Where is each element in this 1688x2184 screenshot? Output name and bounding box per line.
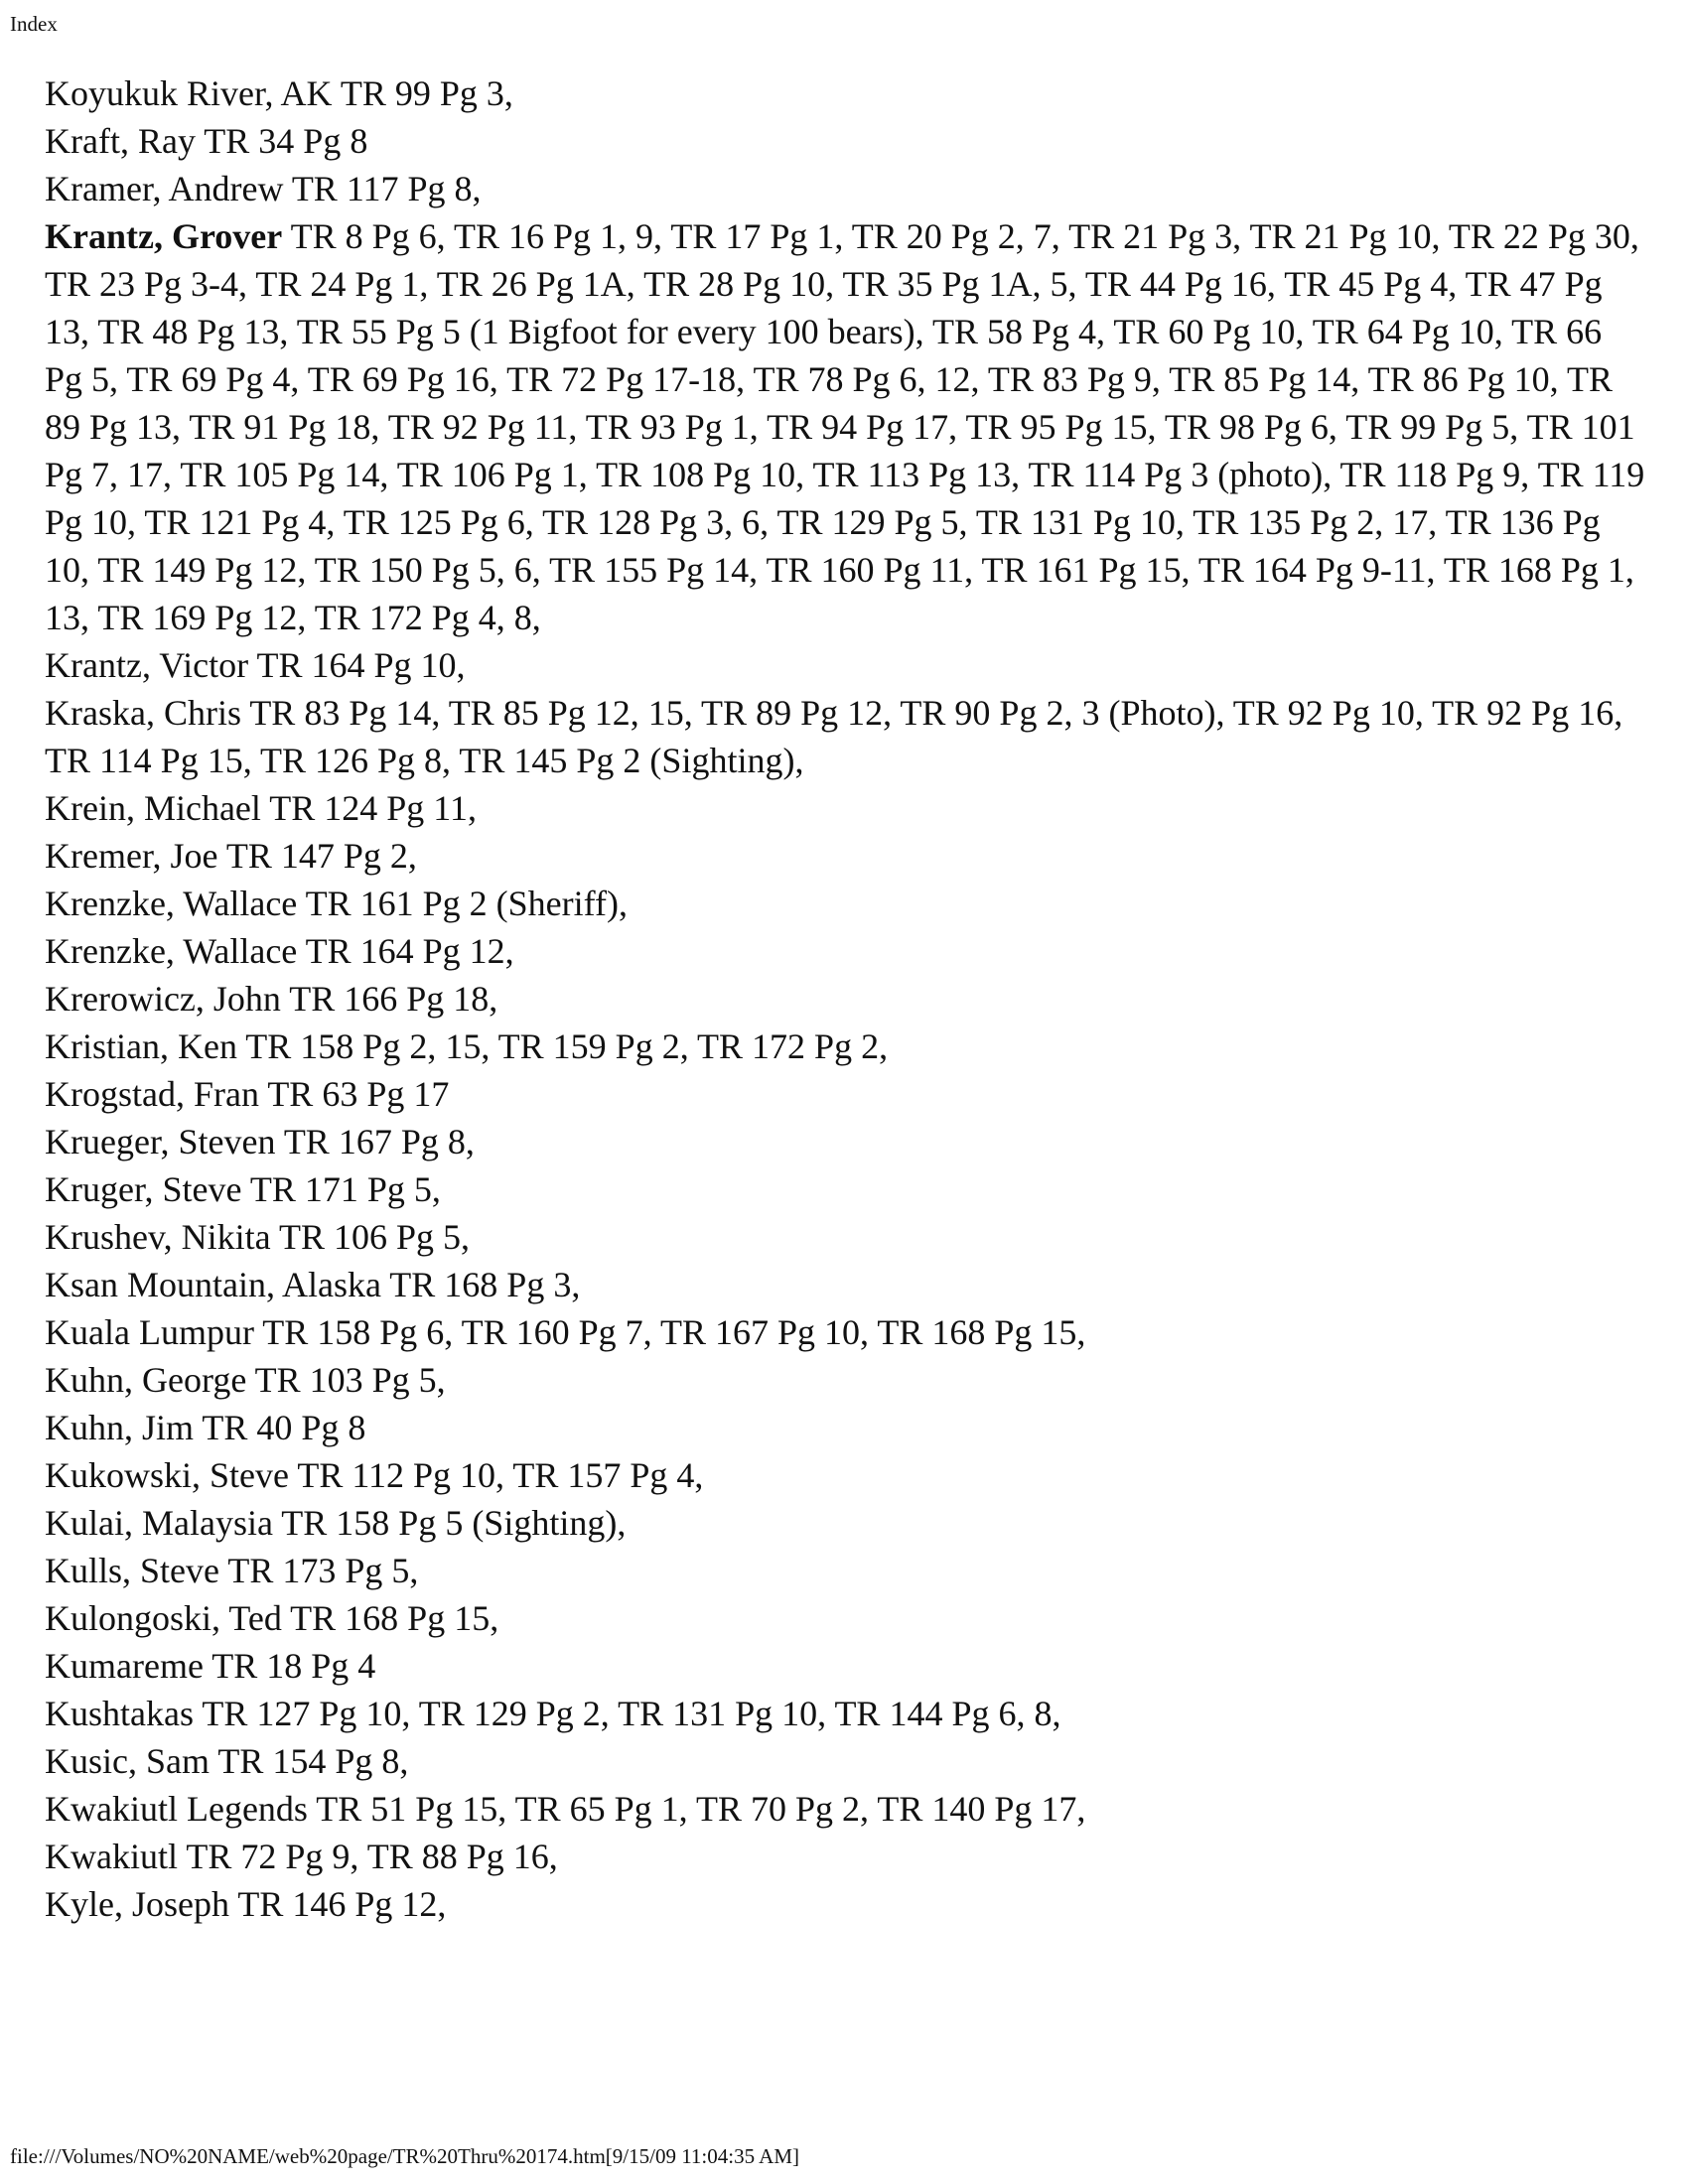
entry-text: Krushev, Nikita TR 106 Pg 5,	[45, 1217, 470, 1257]
index-entry	[45, 641, 1648, 689]
entry-text: TR 8 Pg 6, TR 16 Pg 1, 9, TR 17 Pg 1, TR 20 Pg 2, 7, TR 21 Pg 3, TR 21 Pg 10, TR 22 Pg 30, TR 23 Pg 3-4, TR 24 Pg 1, TR 26 Pg 1A, TR 28 Pg 10, TR 35 Pg 1A, 5, TR 44 Pg 16, TR 45 Pg 4, TR 47 Pg 13, TR 48 Pg 13, TR 55 Pg 5 (1 Bigfoot for every 100 bears), TR 58 Pg 4, TR 60 Pg 10, TR 64 Pg 10, TR 66 Pg 5, TR 69 Pg 4, TR 69 Pg 16, TR 72 Pg 17-18, TR 78 Pg 6, 12, TR 83 Pg 9, TR 85 Pg 14, TR 86 Pg 10, TR 89 Pg 13, TR 91 Pg 18, TR 92 Pg 11, TR 93 Pg 1, TR 94 Pg 17, TR 95 Pg 15, TR 98 Pg 6, TR 99 Pg 5, TR 101 Pg 7, 17, TR 105 Pg 14, TR 106 Pg 1, TR 108 Pg 10, TR 113 Pg 13, TR 114 Pg 3 (photo), TR 118 Pg 9, TR 119 Pg 10, TR 121 Pg 4, TR 125 Pg 6, TR 128 Pg 3, 6, TR 129 Pg 5, TR 131 Pg 10, TR 135 Pg 2, 17, TR 136 Pg 10, TR 149 Pg 12, TR 150 Pg 5, 6, TR 155 Pg 14, TR 160 Pg 11, TR 161 Pg 15, TR 164 Pg 9-11, TR 168 Pg 1, 13, TR 169 Pg 12, TR 172 Pg 4, 8,	[45, 216, 1645, 637]
index-entry	[45, 1547, 1648, 1594]
index-entry	[45, 1404, 1648, 1451]
entry-text: Kuala Lumpur TR 158 Pg 6, TR 160 Pg 7, TR 167 Pg 10, TR 168 Pg 15,	[45, 1312, 1086, 1352]
index-entry	[45, 1451, 1648, 1499]
index-list	[45, 69, 1648, 1928]
entry-text: Krantz, Victor TR 164 Pg 10,	[45, 645, 466, 685]
index-entry	[45, 1165, 1648, 1213]
index-entry	[45, 1023, 1648, 1070]
entry-text: Koyukuk River, AK TR 99 Pg 3,	[45, 73, 513, 113]
entry-text: Kwakiutl Legends TR 51 Pg 15, TR 65 Pg 1, TR 70 Pg 2, TR 140 Pg 17,	[45, 1789, 1086, 1829]
entry-text: Krein, Michael TR 124 Pg 11,	[45, 788, 477, 828]
index-entry	[45, 1594, 1648, 1642]
entry-text: Kramer, Andrew TR 117 Pg 8,	[45, 169, 482, 208]
entry-text: Krenzke, Wallace TR 164 Pg 12,	[45, 931, 514, 971]
entry-text: Krerowicz, John TR 166 Pg 18,	[45, 979, 498, 1019]
index-entry	[45, 1308, 1648, 1356]
index-entry	[45, 880, 1648, 927]
index-entry	[45, 212, 1648, 641]
index-entry	[45, 1785, 1648, 1833]
entry-text: Kyle, Joseph TR 146 Pg 12,	[45, 1884, 447, 1924]
entry-name: Krantz, Grover	[45, 216, 283, 256]
index-entry	[45, 1118, 1648, 1165]
entry-text: Kushtakas TR 127 Pg 10, TR 129 Pg 2, TR 131 Pg 10, TR 144 Pg 6, 8,	[45, 1694, 1061, 1733]
index-entry	[45, 1356, 1648, 1404]
entry-text: Kulls, Steve TR 173 Pg 5,	[45, 1551, 419, 1590]
index-entry	[45, 1737, 1648, 1785]
entry-text: Krueger, Steven TR 167 Pg 8,	[45, 1122, 475, 1161]
page-footer-url: file:///Volumes/NO%20NAME/web%20page/TR%20Thru%20174.htm[9/15/09 11:04:35 AM]	[10, 2144, 800, 2168]
entry-text: Kukowski, Steve TR 112 Pg 10, TR 157 Pg 4,	[45, 1455, 704, 1495]
index-entry	[45, 927, 1648, 975]
index-entry	[45, 1642, 1648, 1690]
index-entry	[45, 117, 1648, 165]
entry-text: Krenzke, Wallace TR 161 Pg 2 (Sheriff),	[45, 884, 628, 923]
index-entry	[45, 1261, 1648, 1308]
index-entry	[45, 165, 1648, 212]
index-entry	[45, 975, 1648, 1023]
entry-text: Kraft, Ray TR 34 Pg 8	[45, 121, 368, 161]
entry-text: Kristian, Ken TR 158 Pg 2, 15, TR 159 Pg 2, TR 172 Pg 2,	[45, 1026, 889, 1066]
index-entry	[45, 784, 1648, 832]
entry-text: Kumareme TR 18 Pg 4	[45, 1646, 376, 1686]
index-entry	[45, 1213, 1648, 1261]
entry-text: Kuhn, George TR 103 Pg 5,	[45, 1360, 446, 1400]
entry-text: Kremer, Joe TR 147 Pg 2,	[45, 836, 417, 876]
index-entry	[45, 832, 1648, 880]
entry-text: Ksan Mountain, Alaska TR 168 Pg 3,	[45, 1265, 581, 1304]
entry-text: Kuhn, Jim TR 40 Pg 8	[45, 1408, 366, 1447]
entry-text: Kulai, Malaysia TR 158 Pg 5 (Sighting),	[45, 1503, 627, 1543]
entry-text: Kraska, Chris TR 83 Pg 14, TR 85 Pg 12, 15, TR 89 Pg 12, TR 90 Pg 2, 3 (Photo), TR 92 Pg 10, TR 92 Pg 16, TR 114 Pg 15, TR 126 Pg 8, TR 145 Pg 2 (Sighting),	[45, 693, 1623, 780]
index-entry	[45, 69, 1648, 117]
entry-text: Kruger, Steve TR 171 Pg 5,	[45, 1169, 441, 1209]
index-entry	[45, 689, 1648, 784]
entry-text: Kulongoski, Ted TR 168 Pg 15,	[45, 1598, 499, 1638]
index-entry	[45, 1690, 1648, 1737]
index-entry	[45, 1499, 1648, 1547]
entry-text: Krogstad, Fran TR 63 Pg 17	[45, 1074, 450, 1114]
index-entry	[45, 1070, 1648, 1118]
index-entry	[45, 1833, 1648, 1880]
page-header: Index	[10, 12, 58, 36]
index-entry	[45, 1880, 1648, 1928]
entry-text: Kusic, Sam TR 154 Pg 8,	[45, 1741, 409, 1781]
entry-text: Kwakiutl TR 72 Pg 9, TR 88 Pg 16,	[45, 1837, 558, 1876]
